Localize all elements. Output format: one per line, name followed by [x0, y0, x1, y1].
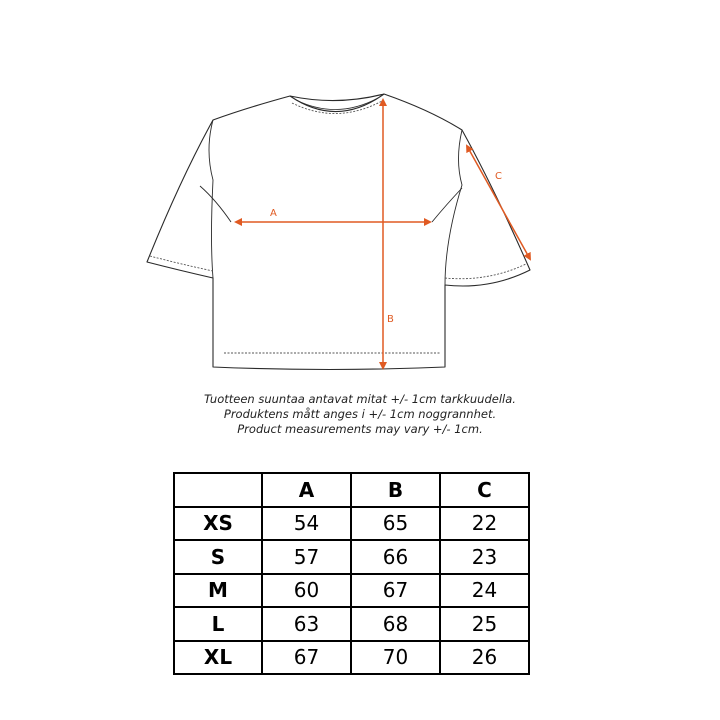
measurement-note: [0, 392, 720, 437]
table-row: [174, 574, 529, 608]
header-b: B: [351, 473, 440, 507]
table-row: [174, 540, 529, 574]
header-c: C: [440, 473, 529, 507]
value-c: 22: [440, 507, 529, 541]
size-label: S: [174, 540, 262, 574]
tshirt-outline: [147, 94, 530, 370]
table-row: [174, 641, 529, 675]
value-b: 66: [351, 540, 440, 574]
size-table: [173, 472, 530, 675]
value-a: 57: [262, 540, 351, 574]
value-b: 68: [351, 607, 440, 641]
value-a: 54: [262, 507, 351, 541]
dimension-b-label: B: [387, 314, 394, 325]
table-row: [174, 607, 529, 641]
size-label: M: [174, 574, 262, 608]
note-line-swedish: Produktens mått anges i +/- 1cm noggrannhet.: [223, 407, 497, 421]
note-line-english: Product measurements may vary +/- 1cm.: [237, 422, 483, 436]
value-c: 23: [440, 540, 529, 574]
size-label: XS: [174, 507, 262, 541]
value-b: 70: [351, 641, 440, 675]
table-row: [174, 507, 529, 541]
dimension-a-label: A: [270, 208, 277, 219]
table-header-row: [174, 473, 529, 507]
dimension-c-arrow: [467, 146, 530, 259]
value-b: 67: [351, 574, 440, 608]
value-b: 65: [351, 507, 440, 541]
value-c: 26: [440, 641, 529, 675]
value-c: 24: [440, 574, 529, 608]
note-line-finnish: Tuotteen suuntaa antavat mitat +/- 1cm tarkkuudella.: [204, 392, 516, 406]
value-a: 67: [262, 641, 351, 675]
stitch-lines: [150, 101, 526, 353]
size-label: XL: [174, 641, 262, 675]
header-a: A: [262, 473, 351, 507]
header-corner: [174, 473, 262, 507]
value-c: 25: [440, 607, 529, 641]
value-a: 60: [262, 574, 351, 608]
dimension-c-label: C: [495, 171, 502, 182]
size-label: L: [174, 607, 262, 641]
value-a: 63: [262, 607, 351, 641]
